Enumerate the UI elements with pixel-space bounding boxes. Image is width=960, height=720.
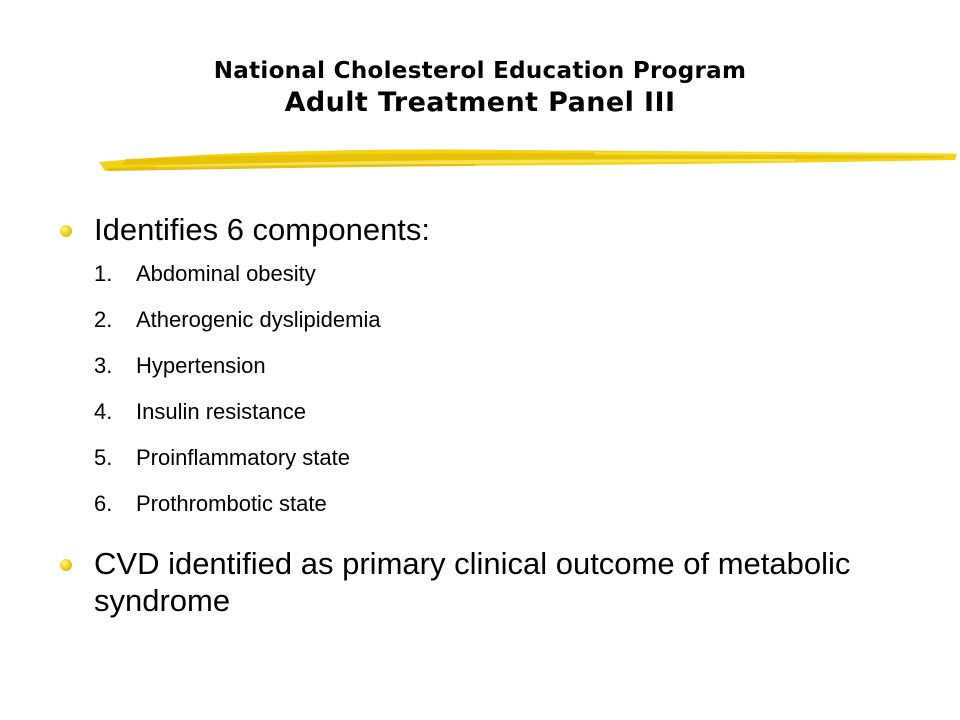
list-item-label: Prothrombotic state xyxy=(136,491,327,516)
bullet-dot-icon xyxy=(60,225,72,237)
list-item xyxy=(94,397,381,443)
list-item-label: Abdominal obesity xyxy=(136,261,316,286)
list-item-label: Insulin resistance xyxy=(136,399,306,424)
yellow-brush-stroke-divider xyxy=(95,138,960,178)
bullet-cvd-outcome xyxy=(60,545,860,619)
list-item xyxy=(94,443,381,489)
list-item-number: 5. xyxy=(94,445,113,470)
list-item xyxy=(94,305,381,351)
list-item-label: Proinflammatory state xyxy=(136,445,350,470)
title-panel-name: Adult Treatment Panel III xyxy=(284,87,676,118)
list-item-number: 2. xyxy=(94,307,113,332)
list-item-number: 3. xyxy=(94,353,113,378)
bullet-components-text: Identifies 6 components: xyxy=(94,212,431,247)
list-item-label: Hypertension xyxy=(136,353,266,378)
bullet-components xyxy=(60,211,430,248)
bullet-dot-icon xyxy=(60,559,72,571)
list-item-number: 6. xyxy=(94,491,113,516)
list-item-label: Atherogenic dyslipidemia xyxy=(136,307,381,332)
list-item-number: 4. xyxy=(94,399,113,424)
title-program-name: National Cholesterol Education Program xyxy=(213,58,747,84)
list-item xyxy=(94,259,381,305)
list-item xyxy=(94,489,381,535)
list-item xyxy=(94,351,381,397)
bullet-cvd-outcome-text: CVD identified as primary clinical outcome of metabolic syndrome xyxy=(94,546,851,618)
slide-title xyxy=(0,56,960,120)
list-item-number: 1. xyxy=(94,261,113,286)
components-list xyxy=(94,259,381,535)
